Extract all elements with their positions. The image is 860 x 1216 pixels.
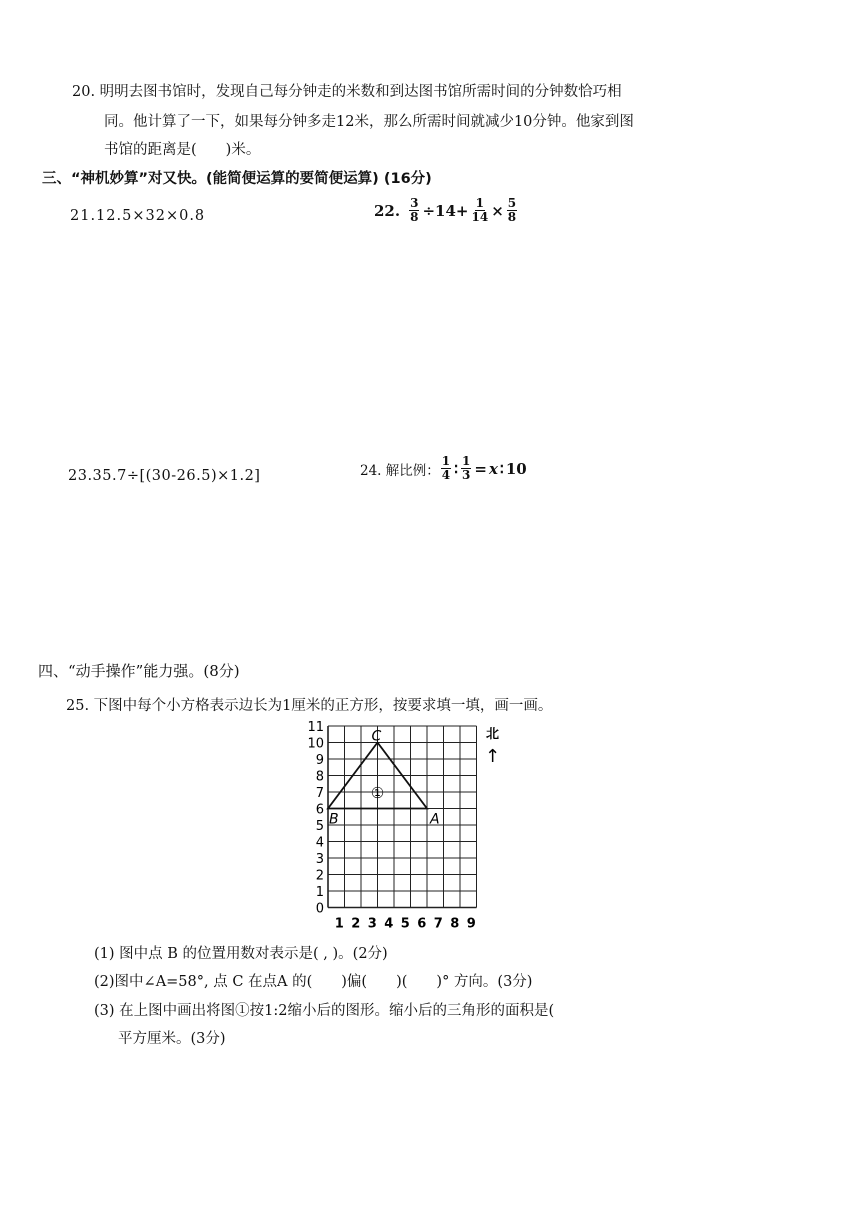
- y-tick-label: 5: [315, 819, 324, 834]
- q20-line3: 书馆的距离是( )米。: [104, 142, 261, 158]
- sub-question-3-line1: (3) 在上图中画出将图①按1:2缩小后的图形。缩小后的三角形的面积是(: [94, 1003, 555, 1019]
- grid-labels: [307, 720, 500, 932]
- y-tick-label: 11: [307, 720, 324, 735]
- section3-title: 三、“神机妙算”对又快。(能简便运算的要简便运算) (16分): [42, 171, 432, 187]
- x-tick-label: 1: [334, 916, 344, 932]
- q24-label: 24. 解比例：: [360, 462, 440, 479]
- point-c-label: C: [371, 728, 382, 745]
- q22-label: 22.: [374, 201, 401, 220]
- q22-fraction-3: [507, 197, 517, 224]
- q22-f1-num: 3: [410, 196, 419, 210]
- y-tick-label: 3: [315, 852, 324, 867]
- sub-question-3-line2: 平方厘米。(3分): [118, 1031, 226, 1047]
- point-b-label: B: [329, 811, 339, 828]
- q24-colon1: ∶: [454, 459, 459, 478]
- q22-expression: [374, 197, 518, 224]
- y-tick-label: 0: [315, 901, 324, 917]
- q24-colon2: ∶: [499, 459, 504, 478]
- q24-f2-den: 3: [462, 468, 471, 482]
- shape-label: ①: [370, 784, 385, 802]
- q24-f1-num: 1: [441, 454, 451, 468]
- q22-f3-num: 5: [507, 196, 517, 210]
- q22-op1: ÷14+: [422, 201, 469, 220]
- x-tick-label: 9: [466, 916, 476, 932]
- q24-value: 10: [505, 459, 527, 478]
- q22-fraction-2: [471, 197, 488, 224]
- q20-line1: 20. 明明去图书馆时，发现自己每分钟走的米数和到达图书馆所需时间的分钟数恰巧相: [72, 84, 622, 100]
- q24-f2-num: 1: [462, 454, 471, 468]
- section4-title: 四、“动手操作”能力强。(8分): [38, 662, 240, 680]
- x-tick-label: 6: [417, 916, 427, 932]
- north-label: 北: [485, 727, 500, 742]
- y-tick-label: 4: [315, 835, 324, 851]
- y-tick-label: 1: [315, 885, 324, 900]
- y-tick-label: 6: [315, 802, 324, 818]
- q23-expression: 23.35.7÷[(30-26.5)×1.2]: [68, 468, 261, 484]
- q22-f1-den: 8: [410, 210, 419, 224]
- x-tick-label: 8: [450, 916, 460, 932]
- sub-question-2: (2)图中∠A=58°, 点 C 在点A 的( )偏( )( )° 方向。(3分): [94, 974, 533, 990]
- q24-var: x: [488, 459, 498, 478]
- q22-f2-num: 1: [475, 196, 485, 210]
- x-tick-label: 7: [433, 916, 443, 932]
- q24-fraction-1: [441, 455, 451, 482]
- q24-expression: [360, 455, 527, 482]
- coordinate-grid: [300, 718, 500, 934]
- y-tick-label: 2: [315, 868, 324, 884]
- x-tick-label: 3: [367, 916, 377, 932]
- y-tick-label: 8: [315, 769, 324, 785]
- point-a-label: A: [430, 811, 440, 828]
- y-tick-label: 10: [307, 736, 324, 752]
- x-tick-label: 5: [400, 916, 410, 932]
- q24-fraction-2: [461, 455, 471, 482]
- q25-text: 25. 下图中每个小方格表示边长为1厘米的正方形，按要求填一填，画一画。: [66, 698, 553, 714]
- q22-op2: ×: [491, 201, 504, 220]
- north-arrow-icon: ↑: [484, 746, 500, 767]
- q24-math: [440, 455, 527, 482]
- q22-f3-den: 8: [507, 210, 517, 224]
- y-tick-label: 9: [315, 753, 324, 768]
- x-tick-label: 4: [384, 916, 394, 932]
- grid-lines: [328, 726, 477, 908]
- q20-line2: 同。他计算了一下，如果每分钟多走12米，那么所需时间就减少10分钟。他家到图: [104, 114, 634, 130]
- q22-fraction-1: [409, 197, 419, 224]
- q22-f2-den: 14: [471, 210, 489, 224]
- q24-f1-den: 4: [441, 468, 451, 482]
- q21-expression: 21.12.5×32×0.8: [70, 208, 206, 224]
- sub-question-1: (1) 图中点 B 的位置用数对表示是( , )。(2分): [94, 946, 388, 962]
- y-tick-label: 7: [315, 786, 324, 801]
- q24-eq: =: [474, 459, 487, 478]
- x-tick-label: 2: [351, 916, 361, 932]
